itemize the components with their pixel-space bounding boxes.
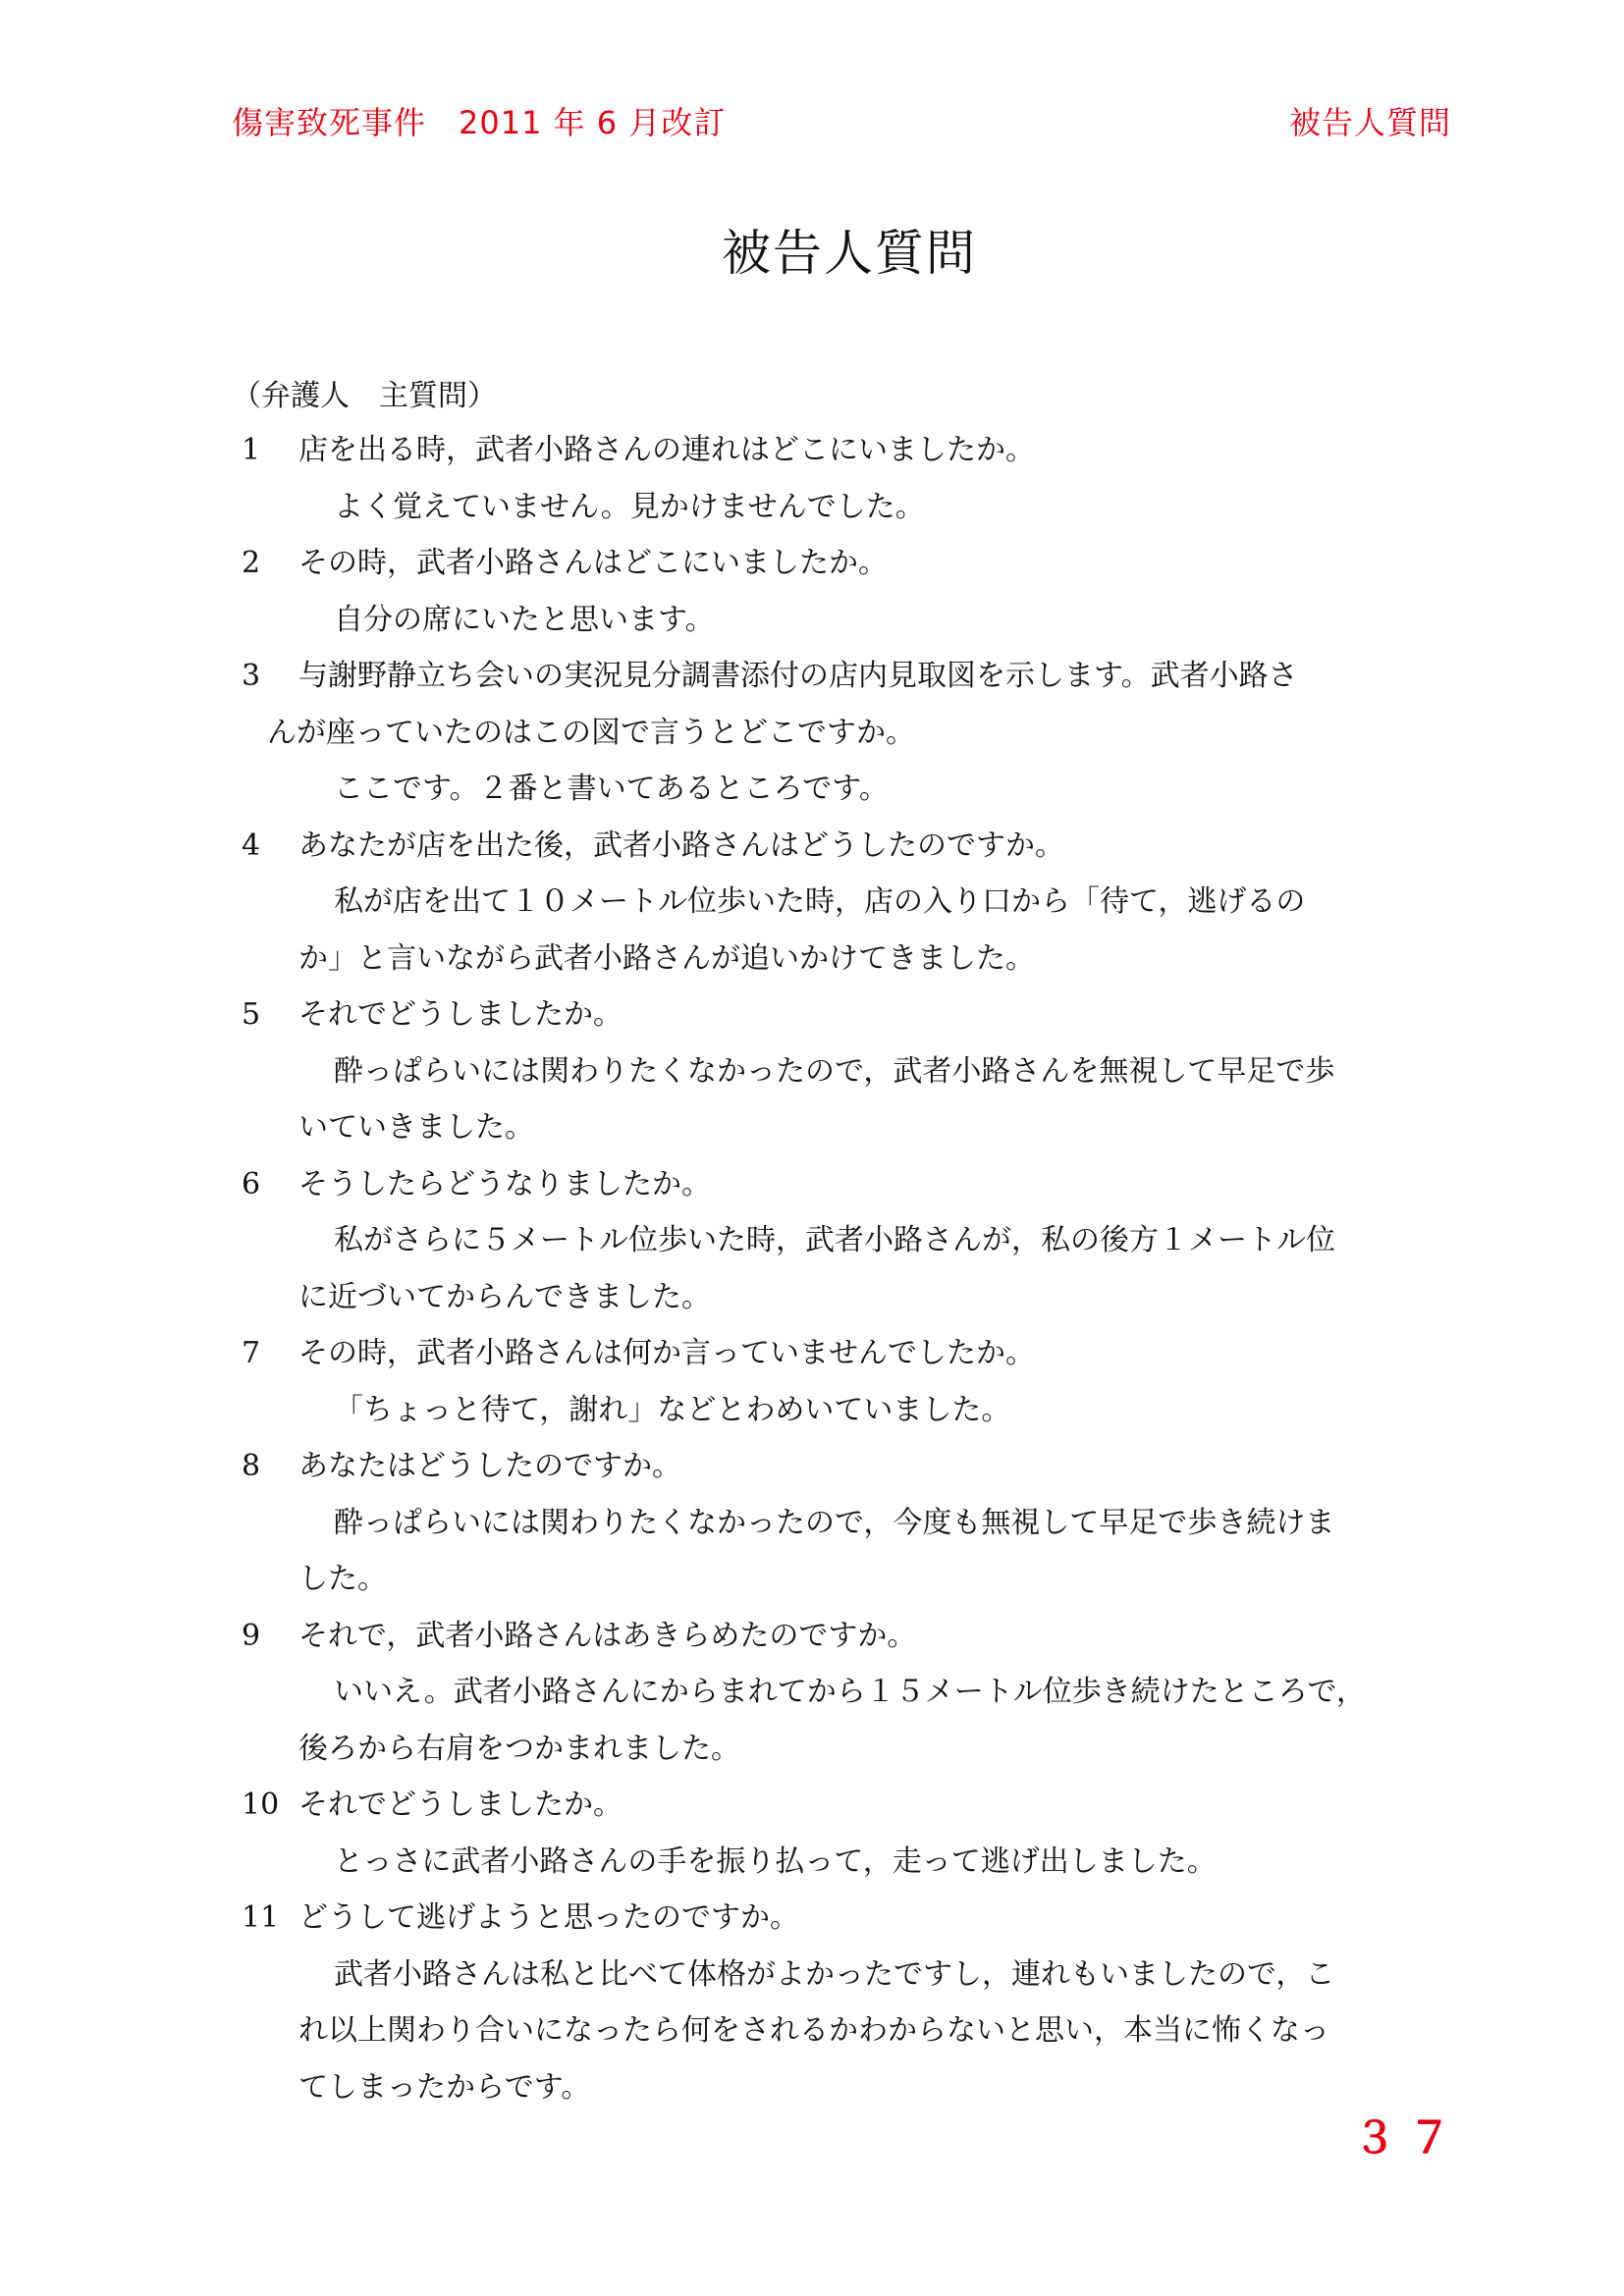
question-text: それで，武者小路さんはあきらめたのですか。 <box>298 1618 917 1653</box>
page-title: 被告人質問 <box>722 225 977 282</box>
question <box>232 422 1489 479</box>
answer-line: いいえ。武者小路さんにからまれてから１５メートル位歩き続けたところで， <box>334 1675 1366 1709</box>
answer-line: 自分の席にいたと思います。 <box>334 602 715 637</box>
answer <box>232 479 1489 536</box>
question-text: 与謝野静立ち会いの実況見分調書添付の店内見取図を示します。武者小路さ <box>298 659 1298 693</box>
qa-item <box>232 1438 1489 1608</box>
answer-line: した。 <box>298 1562 387 1596</box>
question-text: その時，武者小路さんはどこにいましたか。 <box>298 546 888 580</box>
question-text: あなたはどうしたのですか。 <box>298 1449 681 1483</box>
answer <box>232 1664 1489 1777</box>
answer-line: 私が店を出て１０メートル位歩いた時，店の入り口から「待て，逃げるの <box>334 884 1306 919</box>
question-text-continued: んが座っていたのはこの図で言うとどこですか。 <box>267 715 915 750</box>
question-number: 5 <box>242 997 261 1032</box>
question-number: 3 <box>242 659 261 693</box>
question-text: それでどうしましたか。 <box>298 1788 623 1822</box>
answer-line: いていきました。 <box>298 1110 534 1145</box>
question-text: それでどうしましたか。 <box>298 997 623 1032</box>
answer-line: 武者小路さんは私と比べて体格がよかったですし，連れもいましたので，こ <box>334 1956 1335 1992</box>
answer-line: 後ろから右肩をつかまれました。 <box>298 1731 740 1766</box>
question <box>232 1777 1489 1834</box>
answer-line: 私がさらに５メートル位歩いた時，武者小路さんが，私の後方１メートル位 <box>334 1223 1335 1257</box>
question-text: その時，武者小路さんは何か言っていませんでしたか。 <box>298 1336 1035 1370</box>
answer <box>232 592 1489 649</box>
answer <box>232 1382 1489 1439</box>
qa-item <box>232 1890 1489 2115</box>
question <box>232 1325 1489 1382</box>
question <box>232 1438 1489 1495</box>
answer <box>232 761 1489 818</box>
question-number: 11 <box>242 1900 280 1935</box>
answer <box>232 1043 1489 1156</box>
answer-line: てしまったからです。 <box>298 2069 591 2105</box>
answer <box>232 1212 1489 1325</box>
answer <box>232 874 1489 987</box>
question-text: あなたが店を出た後，武者小路さんはどうしたのですか。 <box>298 828 1064 863</box>
question-number: 1 <box>242 433 261 467</box>
answer-line: 酔っぱらいには関わりたくなかったので，武者小路さんを無視して早足で歩 <box>334 1053 1335 1089</box>
question-text: どうして逃げようと思ったのですか。 <box>298 1900 799 1935</box>
qa-item <box>232 1325 1489 1438</box>
answer-line: とっさに武者小路さんの手を振り払って，走って逃げ出しました。 <box>334 1843 1217 1879</box>
question <box>232 1156 1489 1213</box>
section-label: （弁護人 主質問） <box>232 379 497 413</box>
answer <box>232 1947 1489 2116</box>
answer-line: に近づいてからんできました。 <box>298 1279 711 1314</box>
qa-item <box>232 648 1489 818</box>
question <box>232 1890 1489 1947</box>
qa-item <box>232 1608 1489 1778</box>
answer-line: よく覚えていません。見かけませんでした。 <box>334 489 925 524</box>
qa-item <box>232 987 1489 1156</box>
question-number: 6 <box>242 1166 261 1201</box>
answer-line: れ以上関わり合いになったら何をされるかわからないと思い，本当に怖くなっ <box>298 2013 1329 2048</box>
answer-line: 「ちょっと待て，謝れ」などとわめいていました。 <box>334 1392 1011 1427</box>
question-number: 7 <box>242 1336 261 1370</box>
header-section-title: 被告人質問 <box>1288 104 1451 141</box>
question-number: 2 <box>242 546 261 580</box>
question <box>232 535 1489 592</box>
qa-item <box>232 1156 1489 1326</box>
question-number: 9 <box>242 1618 261 1653</box>
question <box>232 987 1489 1043</box>
question-number: 4 <box>242 828 261 863</box>
answer-line: か」と言いながら武者小路さんが追いかけてきました。 <box>298 940 1035 976</box>
qa-item <box>232 818 1489 988</box>
question-text: そうしたらどうなりましたか。 <box>298 1166 711 1201</box>
question <box>232 1608 1489 1665</box>
qa-item <box>232 422 1489 535</box>
qa-item <box>232 535 1489 648</box>
question-number: 8 <box>242 1449 261 1483</box>
answer <box>232 1495 1489 1608</box>
header-case-title: 傷害致死事件 2011 年 6 月改訂 <box>232 104 727 141</box>
question <box>232 818 1489 875</box>
question-text: 店を出る時，武者小路さんの連れはどこにいましたか。 <box>298 433 1035 467</box>
page-number: ３７ <box>1353 2113 1463 2163</box>
question <box>232 648 1489 705</box>
qa-list <box>232 422 1489 2115</box>
question-number: 10 <box>242 1788 280 1822</box>
answer <box>232 1834 1489 1891</box>
qa-item <box>232 1777 1489 1890</box>
answer-line: ここです。２番と書いてあるところです。 <box>334 772 889 806</box>
answer-line: 酔っぱらいには関わりたくなかったので，今度も無視して早足で歩き続けま <box>334 1505 1335 1540</box>
